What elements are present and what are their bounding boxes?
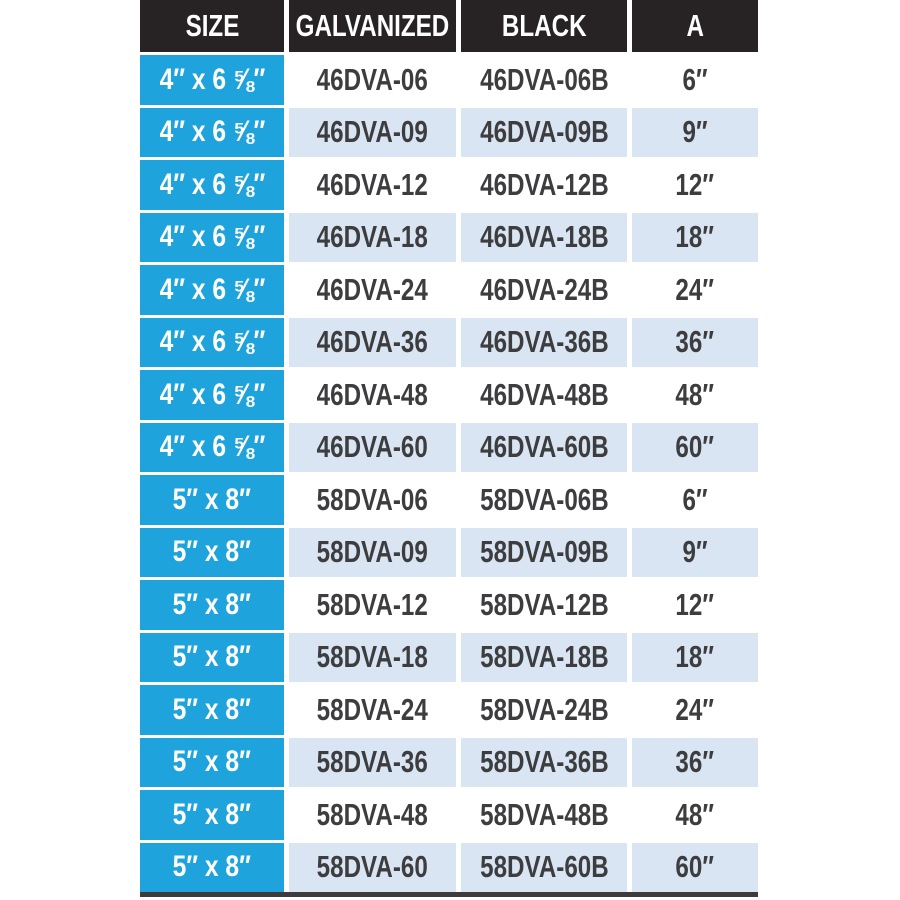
column-header-size-label: SIZE — [185, 8, 239, 43]
black-cell — [461, 738, 627, 788]
size-cell-label: 5″ x 8″ — [172, 797, 252, 831]
black-cell — [461, 370, 627, 420]
black-cell — [461, 55, 627, 105]
black-cell — [461, 475, 627, 525]
size-cell — [140, 475, 284, 525]
black-cell-label: 58DVA-12B — [479, 586, 609, 622]
galvanized-cell — [289, 213, 456, 263]
black-cell — [461, 108, 627, 158]
size-cell-label: 5″ x 8″ — [172, 535, 252, 569]
a-cell — [632, 738, 758, 788]
column-header-a — [632, 0, 758, 52]
black-cell-label: 58DVA-06B — [479, 481, 609, 517]
a-cell-label: 18″ — [675, 639, 715, 675]
column-header-a-label: A — [686, 8, 704, 43]
galvanized-cell-label: 58DVA-12 — [316, 586, 429, 622]
column-header-galvanized — [289, 0, 456, 52]
size-cell — [140, 843, 284, 893]
size-cell — [140, 265, 284, 315]
galvanized-cell-label: 58DVA-06 — [316, 481, 429, 517]
black-cell-label: 46DVA-48B — [479, 376, 609, 412]
black-cell — [461, 580, 627, 630]
size-cell — [140, 790, 284, 840]
black-cell — [461, 633, 627, 683]
a-cell — [632, 580, 758, 630]
galvanized-cell — [289, 108, 456, 158]
black-cell-label: 58DVA-24B — [479, 691, 609, 727]
galvanized-cell — [289, 738, 456, 788]
black-cell-label: 46DVA-36B — [479, 324, 609, 360]
size-cell-label: 4″ x 6 ⅝″ — [159, 220, 265, 254]
column-header-black-label: BLACK — [501, 8, 587, 43]
black-cell — [461, 213, 627, 263]
size-cell-label: 5″ x 8″ — [172, 587, 252, 621]
size-cell — [140, 738, 284, 788]
black-cell-label: 46DVA-06B — [479, 61, 609, 97]
galvanized-cell — [289, 370, 456, 420]
a-cell-label: 48″ — [675, 796, 715, 832]
a-cell-label: 48″ — [675, 376, 715, 412]
a-cell — [632, 55, 758, 105]
a-cell — [632, 423, 758, 473]
galvanized-cell-label: 46DVA-18 — [316, 219, 429, 255]
size-cell-label: 5″ x 8″ — [172, 850, 252, 884]
black-cell-label: 58DVA-09B — [479, 534, 609, 570]
galvanized-cell-label: 46DVA-36 — [316, 324, 429, 360]
galvanized-cell-label: 46DVA-60 — [316, 429, 429, 465]
a-cell-label: 6″ — [682, 481, 708, 517]
size-cell — [140, 318, 284, 368]
a-cell — [632, 318, 758, 368]
size-cell-label: 5″ x 8″ — [172, 745, 252, 779]
size-cell-label: 5″ x 8″ — [172, 640, 252, 674]
a-cell-label: 6″ — [682, 61, 708, 97]
black-cell-label: 46DVA-24B — [479, 271, 609, 307]
black-cell — [461, 843, 627, 893]
size-cell-label: 4″ x 6 ⅝″ — [159, 430, 265, 464]
galvanized-cell — [289, 580, 456, 630]
size-cell — [140, 633, 284, 683]
black-cell-label: 46DVA-60B — [479, 429, 609, 465]
size-cell — [140, 423, 284, 473]
black-cell-label: 58DVA-48B — [479, 796, 609, 832]
a-cell-label: 12″ — [675, 166, 715, 202]
a-cell — [632, 160, 758, 210]
galvanized-cell-label: 46DVA-48 — [316, 376, 429, 412]
galvanized-cell-label: 58DVA-36 — [316, 744, 429, 780]
a-cell — [632, 475, 758, 525]
black-cell-label: 58DVA-60B — [479, 849, 609, 885]
size-cell-label: 4″ x 6 ⅝″ — [159, 377, 265, 411]
column-header-black — [461, 0, 627, 52]
black-cell — [461, 318, 627, 368]
galvanized-cell-label: 58DVA-09 — [316, 534, 429, 570]
size-cell-label: 4″ x 6 ⅝″ — [159, 62, 265, 96]
galvanized-cell — [289, 843, 456, 893]
black-cell — [461, 790, 627, 840]
a-cell-label: 24″ — [675, 691, 715, 727]
size-cell — [140, 108, 284, 158]
black-cell-label: 46DVA-18B — [479, 219, 609, 255]
spec-table — [140, 0, 758, 897]
a-cell-label: 9″ — [682, 534, 708, 570]
galvanized-cell-label: 46DVA-24 — [316, 271, 429, 307]
galvanized-cell-label: 58DVA-18 — [316, 639, 429, 675]
a-cell-label: 36″ — [675, 744, 715, 780]
galvanized-cell — [289, 528, 456, 578]
black-cell — [461, 265, 627, 315]
galvanized-cell-label: 58DVA-24 — [316, 691, 429, 727]
black-cell-label: 46DVA-12B — [479, 166, 609, 202]
galvanized-cell-label: 46DVA-09 — [316, 114, 429, 150]
galvanized-cell-label: 58DVA-60 — [316, 849, 429, 885]
size-cell — [140, 685, 284, 735]
black-cell — [461, 423, 627, 473]
size-cell-label: 4″ x 6 ⅝″ — [159, 325, 265, 359]
size-cell — [140, 213, 284, 263]
a-cell — [632, 633, 758, 683]
black-cell-label: 58DVA-36B — [479, 744, 609, 780]
column-header-galvanized-label: GALVANIZED — [295, 8, 450, 43]
a-cell — [632, 528, 758, 578]
galvanized-cell — [289, 475, 456, 525]
size-cell-label: 5″ x 8″ — [172, 482, 252, 516]
black-cell — [461, 685, 627, 735]
a-cell-label: 60″ — [675, 849, 715, 885]
galvanized-cell-label: 46DVA-12 — [316, 166, 429, 202]
a-cell-label: 9″ — [682, 114, 708, 150]
size-cell-label: 4″ x 6 ⅝″ — [159, 115, 265, 149]
a-cell-label: 60″ — [675, 429, 715, 465]
a-cell-label: 36″ — [675, 324, 715, 360]
size-cell — [140, 55, 284, 105]
size-cell-label: 4″ x 6 ⅝″ — [159, 272, 265, 306]
black-cell — [461, 160, 627, 210]
a-cell-label: 24″ — [675, 271, 715, 307]
a-cell — [632, 370, 758, 420]
a-cell-label: 18″ — [675, 219, 715, 255]
a-cell — [632, 213, 758, 263]
galvanized-cell — [289, 318, 456, 368]
galvanized-cell — [289, 423, 456, 473]
a-cell — [632, 790, 758, 840]
a-cell — [632, 685, 758, 735]
size-cell — [140, 370, 284, 420]
black-cell-label: 58DVA-18B — [479, 639, 609, 675]
a-cell — [632, 843, 758, 893]
galvanized-cell — [289, 160, 456, 210]
galvanized-cell-label: 58DVA-48 — [316, 796, 429, 832]
galvanized-cell — [289, 685, 456, 735]
column-header-size — [140, 0, 284, 52]
a-cell — [632, 108, 758, 158]
size-cell-label: 4″ x 6 ⅝″ — [159, 167, 265, 201]
size-cell — [140, 160, 284, 210]
a-cell — [632, 265, 758, 315]
galvanized-cell — [289, 55, 456, 105]
size-cell-label: 5″ x 8″ — [172, 692, 252, 726]
galvanized-cell — [289, 633, 456, 683]
black-cell-label: 46DVA-09B — [479, 114, 609, 150]
black-cell — [461, 528, 627, 578]
galvanized-cell — [289, 265, 456, 315]
galvanized-cell-label: 46DVA-06 — [316, 61, 429, 97]
a-cell-label: 12″ — [675, 586, 715, 622]
size-cell — [140, 528, 284, 578]
size-cell — [140, 580, 284, 630]
galvanized-cell — [289, 790, 456, 840]
